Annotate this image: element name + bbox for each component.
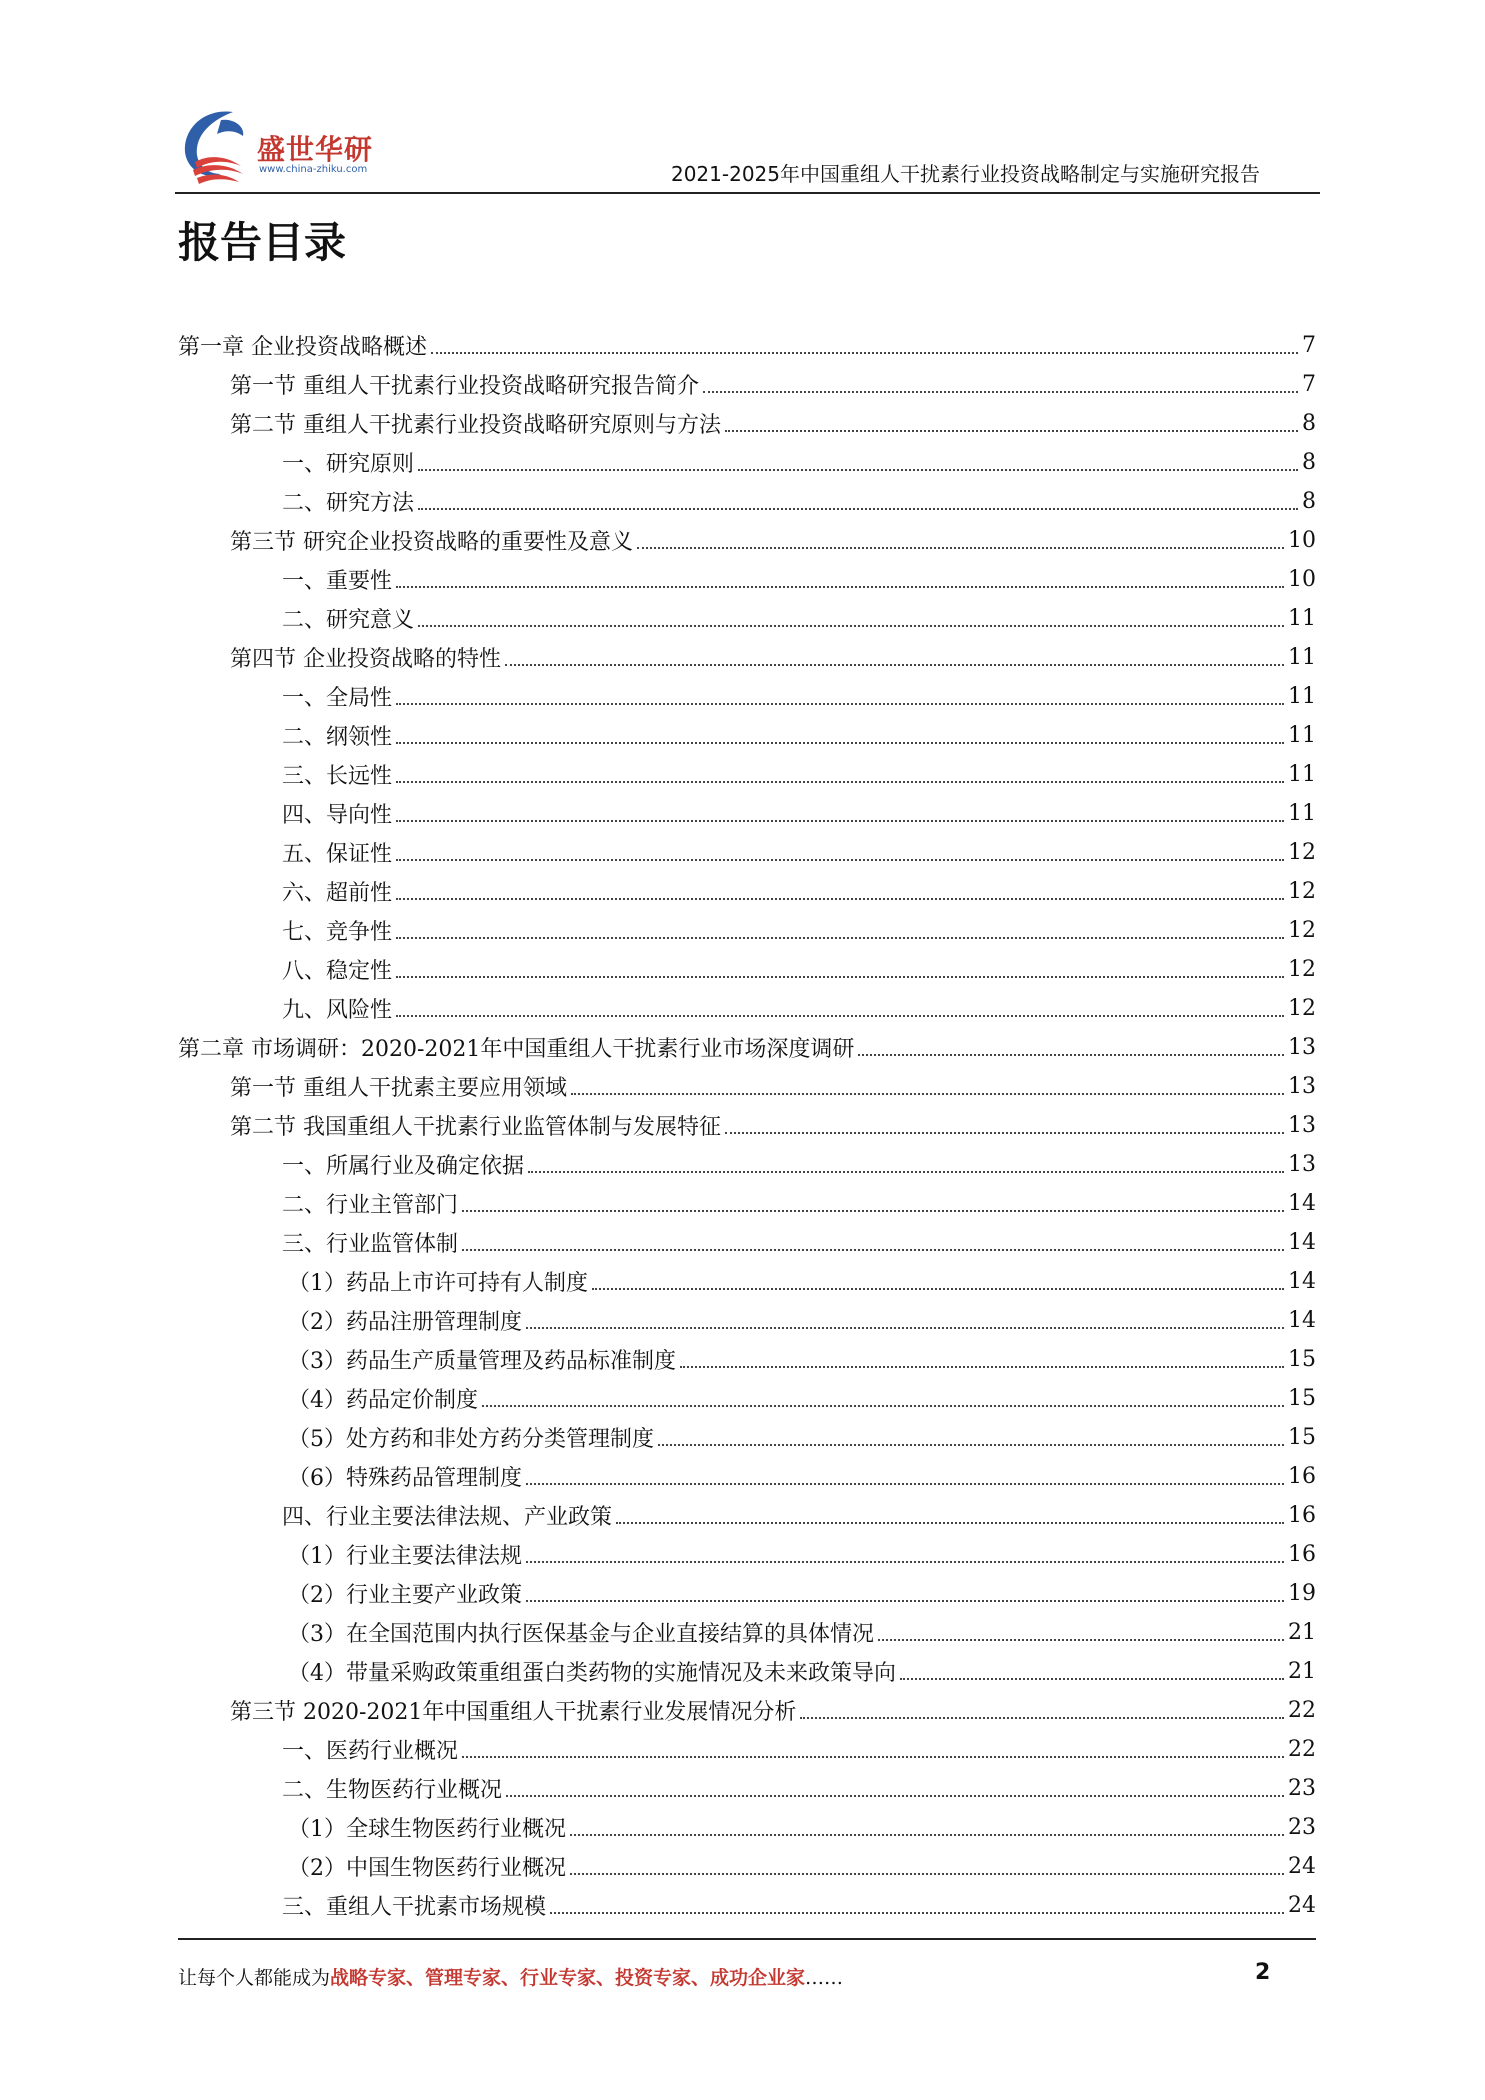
- toc-entry-page: 12: [1288, 957, 1316, 982]
- footer-divider: [178, 1938, 1316, 1940]
- toc-leader-dots: [680, 1366, 1284, 1368]
- document-title: 2021-2025年中国重组人干扰素行业投资战略制定与实施研究报告: [670, 162, 1260, 186]
- toc-leader-dots: [550, 1912, 1284, 1914]
- toc-entry-page: 19: [1288, 1581, 1316, 1606]
- toc-entry-label: 二、研究意义: [282, 608, 415, 633]
- toc-entry-page: 16: [1288, 1464, 1316, 1489]
- toc-leader-dots: [858, 1054, 1284, 1056]
- toc-leader-dots: [658, 1444, 1284, 1446]
- toc-entry-label: 一、研究原则: [282, 452, 415, 477]
- toc-entry-page: 13: [1288, 1074, 1316, 1099]
- toc-entry[interactable]: [178, 1652, 1316, 1691]
- toc-leader-dots: [396, 742, 1284, 744]
- toc-leader-dots: [526, 1327, 1284, 1329]
- toc-leader-dots: [526, 1483, 1284, 1485]
- toc-leader-dots: [528, 1171, 1284, 1173]
- toc-entry-page: 13: [1288, 1035, 1316, 1060]
- toc-entry-page: 16: [1288, 1542, 1316, 1567]
- toc-leader-dots: [396, 703, 1284, 705]
- toc-entry[interactable]: [178, 1457, 1316, 1496]
- toc-entry-label: 第一章 企业投资战略概述: [178, 335, 427, 360]
- toc-entry-page: 21: [1288, 1659, 1316, 1684]
- toc-entry[interactable]: [178, 950, 1316, 989]
- toc-entry-label: （2）药品注册管理制度: [288, 1310, 522, 1335]
- toc-entry-page: 8: [1302, 489, 1316, 514]
- toc-entry-label: 二、研究方法: [282, 491, 415, 516]
- toc-entry[interactable]: [178, 716, 1316, 755]
- toc-entry-label: 一、全局性: [282, 686, 393, 711]
- footer-slogan-highlight: 战略专家、管理专家、行业专家、投资专家、成功企业家: [330, 1967, 806, 1989]
- toc-entry[interactable]: [178, 755, 1316, 794]
- toc-leader-dots: [396, 859, 1284, 861]
- toc-entry-label: 八、稳定性: [282, 959, 393, 984]
- toc-entry[interactable]: [178, 1496, 1316, 1535]
- toc-entry-page: 12: [1288, 918, 1316, 943]
- toc-leader-dots: [616, 1522, 1284, 1524]
- toc-entry-page: 13: [1288, 1113, 1316, 1138]
- toc-entry-label: （3）药品生产质量管理及药品标准制度: [288, 1349, 676, 1374]
- header-divider: [175, 192, 1320, 194]
- toc-leader-dots: [462, 1210, 1284, 1212]
- toc-entry[interactable]: [178, 326, 1316, 365]
- toc-entry[interactable]: [178, 677, 1316, 716]
- toc-leader-dots: [570, 1834, 1284, 1836]
- toc-entry-page: 14: [1288, 1269, 1316, 1294]
- toc-entry[interactable]: [178, 1769, 1316, 1808]
- toc-entry[interactable]: [178, 1223, 1316, 1262]
- toc-leader-dots: [506, 1795, 1284, 1797]
- toc-leader-dots: [800, 1717, 1284, 1719]
- toc-entry-page: 11: [1288, 762, 1316, 787]
- toc-entry[interactable]: [178, 1847, 1316, 1886]
- toc-entry[interactable]: [178, 404, 1316, 443]
- toc-entry-page: 12: [1288, 840, 1316, 865]
- toc-entry-label: 第二章 市场调研：2020-2021年中国重组人干扰素行业市场深度调研: [178, 1037, 855, 1062]
- toc-leader-dots: [396, 937, 1284, 939]
- toc-entry-page: 13: [1288, 1152, 1316, 1177]
- toc-entry[interactable]: [178, 1730, 1316, 1769]
- toc-entry-label: 四、行业主要法律法规、产业政策: [282, 1505, 613, 1530]
- toc-entry-page: 14: [1288, 1191, 1316, 1216]
- toc-entry-page: 14: [1288, 1230, 1316, 1255]
- toc-entry[interactable]: [178, 1379, 1316, 1418]
- toc-entry-page: 14: [1288, 1308, 1316, 1333]
- footer-slogan-prefix: 让每个人都能成为: [178, 1967, 331, 1989]
- toc-entry-page: 24: [1288, 1854, 1316, 1879]
- toc-leader-dots: [725, 1132, 1284, 1134]
- toc-entry-label: （1）全球生物医药行业概况: [288, 1817, 566, 1842]
- toc-entry[interactable]: [178, 1535, 1316, 1574]
- toc-entry[interactable]: [178, 989, 1316, 1028]
- toc-leader-dots: [505, 664, 1284, 666]
- toc-entry-page: 21: [1288, 1620, 1316, 1645]
- toc-leader-dots: [418, 508, 1298, 510]
- toc-entry-label: 五、保证性: [282, 842, 393, 867]
- toc-entry-page: 12: [1288, 996, 1316, 1021]
- toc-entry-page: 22: [1288, 1737, 1316, 1762]
- toc-entry[interactable]: [178, 365, 1316, 404]
- toc-entry[interactable]: [178, 443, 1316, 482]
- toc-entry-label: 第一节 重组人干扰素主要应用领域: [230, 1076, 567, 1101]
- toc-entry-label: 九、风险性: [282, 998, 393, 1023]
- toc-leader-dots: [526, 1600, 1284, 1602]
- toc-leader-dots: [462, 1249, 1284, 1251]
- company-logo: [175, 100, 385, 190]
- toc-entry[interactable]: [178, 1262, 1316, 1301]
- toc-entry-page: 11: [1288, 606, 1316, 631]
- toc-leader-dots: [462, 1756, 1284, 1758]
- toc-entry-page: 15: [1288, 1425, 1316, 1450]
- logo-emblem-icon: [175, 100, 255, 190]
- toc-entry[interactable]: [178, 794, 1316, 833]
- toc-entry[interactable]: [178, 482, 1316, 521]
- toc-entry-label: 二、纲领性: [282, 725, 393, 750]
- toc-entry-label: （2）行业主要产业政策: [288, 1583, 522, 1608]
- toc-leader-dots: [418, 625, 1284, 627]
- toc-leader-dots: [396, 898, 1284, 900]
- toc-entry-label: （4）带量采购政策重组蛋白类药物的实施情况及未来政策导向: [288, 1661, 896, 1686]
- toc-leader-dots: [396, 781, 1284, 783]
- toc-entry-page: 10: [1288, 567, 1316, 592]
- toc-entry-label: （3）在全国范围内执行医保基金与企业直接结算的具体情况: [288, 1622, 874, 1647]
- toc-entry[interactable]: [178, 638, 1316, 677]
- toc-entry-page: 12: [1288, 879, 1316, 904]
- toc-entry-label: 第四节 企业投资战略的特性: [230, 647, 501, 672]
- toc-entry-page: 11: [1288, 684, 1316, 709]
- toc-entry-label: 第三节 研究企业投资战略的重要性及意义: [230, 530, 633, 555]
- toc-leader-dots: [396, 1015, 1284, 1017]
- toc-entry-label: 一、重要性: [282, 569, 393, 594]
- toc-entry-label: （1）行业主要法律法规: [288, 1544, 522, 1569]
- logo-name: 盛世华研: [257, 133, 374, 166]
- toc-entry-label: （5）处方药和非处方药分类管理制度: [288, 1427, 654, 1452]
- toc-entry-label: 三、长远性: [282, 764, 393, 789]
- toc-leader-dots: [396, 586, 1284, 588]
- toc-entry-label: 六、超前性: [282, 881, 393, 906]
- toc-leader-dots: [725, 430, 1298, 432]
- toc-entry-label: 三、重组人干扰素市场规模: [282, 1895, 547, 1920]
- toc-leader-dots: [526, 1561, 1284, 1563]
- toc-entry-label: 第二节 我国重组人干扰素行业监管体制与发展特征: [230, 1115, 721, 1140]
- toc-entry-page: 10: [1288, 528, 1316, 553]
- toc-entry[interactable]: [178, 599, 1316, 638]
- toc-entry-page: 16: [1288, 1503, 1316, 1528]
- toc-entry-label: 一、医药行业概况: [282, 1739, 459, 1764]
- page-header: [175, 100, 1320, 195]
- toc-entry-page: 11: [1288, 645, 1316, 670]
- logo-url: www.china-zhiku.com: [259, 164, 368, 175]
- toc-entry-label: （1）药品上市许可持有人制度: [288, 1271, 588, 1296]
- toc-entry[interactable]: [178, 1028, 1316, 1067]
- toc-entry-label: 四、导向性: [282, 803, 393, 828]
- page-number: 2: [1255, 1960, 1271, 1985]
- toc-entry[interactable]: [178, 1145, 1316, 1184]
- toc-entry[interactable]: [178, 1184, 1316, 1223]
- toc-entry-label: 第三节 2020-2021年中国重组人干扰素行业发展情况分析: [230, 1700, 797, 1725]
- toc-leader-dots: [418, 469, 1298, 471]
- toc-entry-label: 二、生物医药行业概况: [282, 1778, 503, 1803]
- toc-leader-dots: [570, 1873, 1284, 1875]
- toc-entry[interactable]: [178, 1574, 1316, 1613]
- toc-leader-dots: [703, 391, 1298, 393]
- toc-entry[interactable]: [178, 1613, 1316, 1652]
- toc-entry-page: 15: [1288, 1386, 1316, 1411]
- toc-leader-dots: [431, 352, 1298, 354]
- toc-entry-label: 一、所属行业及确定依据: [282, 1154, 525, 1179]
- page-title: 报告目录: [178, 218, 347, 267]
- toc-entry-label: （4）药品定价制度: [288, 1388, 478, 1413]
- toc-leader-dots: [482, 1405, 1284, 1407]
- table-of-contents: [178, 326, 1316, 1925]
- toc-entry-page: 23: [1288, 1776, 1316, 1801]
- toc-leader-dots: [592, 1288, 1284, 1290]
- toc-entry-page: 22: [1288, 1698, 1316, 1723]
- toc-leader-dots: [637, 547, 1284, 549]
- toc-entry-page: 11: [1288, 801, 1316, 826]
- toc-entry[interactable]: [178, 1418, 1316, 1457]
- toc-entry-label: 第一节 重组人干扰素行业投资战略研究报告简介: [230, 374, 699, 399]
- toc-leader-dots: [396, 976, 1284, 978]
- toc-entry-page: 8: [1302, 411, 1316, 436]
- footer-slogan: [178, 1963, 843, 1990]
- toc-entry-label: 三、行业监管体制: [282, 1232, 459, 1257]
- toc-leader-dots: [571, 1093, 1284, 1095]
- footer-slogan-suffix: ……: [805, 1967, 844, 1989]
- toc-entry[interactable]: [178, 1886, 1316, 1925]
- toc-entry-page: 23: [1288, 1815, 1316, 1840]
- toc-entry[interactable]: [178, 1067, 1316, 1106]
- toc-entry[interactable]: [178, 1808, 1316, 1847]
- toc-entry-page: 24: [1288, 1893, 1316, 1918]
- toc-entry[interactable]: [178, 872, 1316, 911]
- toc-entry-label: 七、竞争性: [282, 920, 393, 945]
- toc-entry[interactable]: [178, 911, 1316, 950]
- toc-leader-dots: [396, 820, 1284, 822]
- toc-entry[interactable]: [178, 833, 1316, 872]
- toc-entry-label: 第二节 重组人干扰素行业投资战略研究原则与方法: [230, 413, 721, 438]
- toc-entry[interactable]: [178, 521, 1316, 560]
- toc-entry-label: 二、行业主管部门: [282, 1193, 459, 1218]
- toc-entry[interactable]: [178, 560, 1316, 599]
- toc-entry-page: 15: [1288, 1347, 1316, 1372]
- toc-entry[interactable]: [178, 1340, 1316, 1379]
- toc-entry-label: （6）特殊药品管理制度: [288, 1466, 522, 1491]
- toc-entry-page: 7: [1302, 333, 1316, 358]
- toc-entry-page: 8: [1302, 450, 1316, 475]
- toc-entry[interactable]: [178, 1301, 1316, 1340]
- toc-entry-label: （2）中国生物医药行业概况: [288, 1856, 566, 1881]
- toc-entry[interactable]: [178, 1691, 1316, 1730]
- toc-entry-page: 7: [1302, 372, 1316, 397]
- toc-leader-dots: [878, 1639, 1284, 1641]
- toc-entry-page: 11: [1288, 723, 1316, 748]
- toc-leader-dots: [900, 1678, 1284, 1680]
- toc-entry[interactable]: [178, 1106, 1316, 1145]
